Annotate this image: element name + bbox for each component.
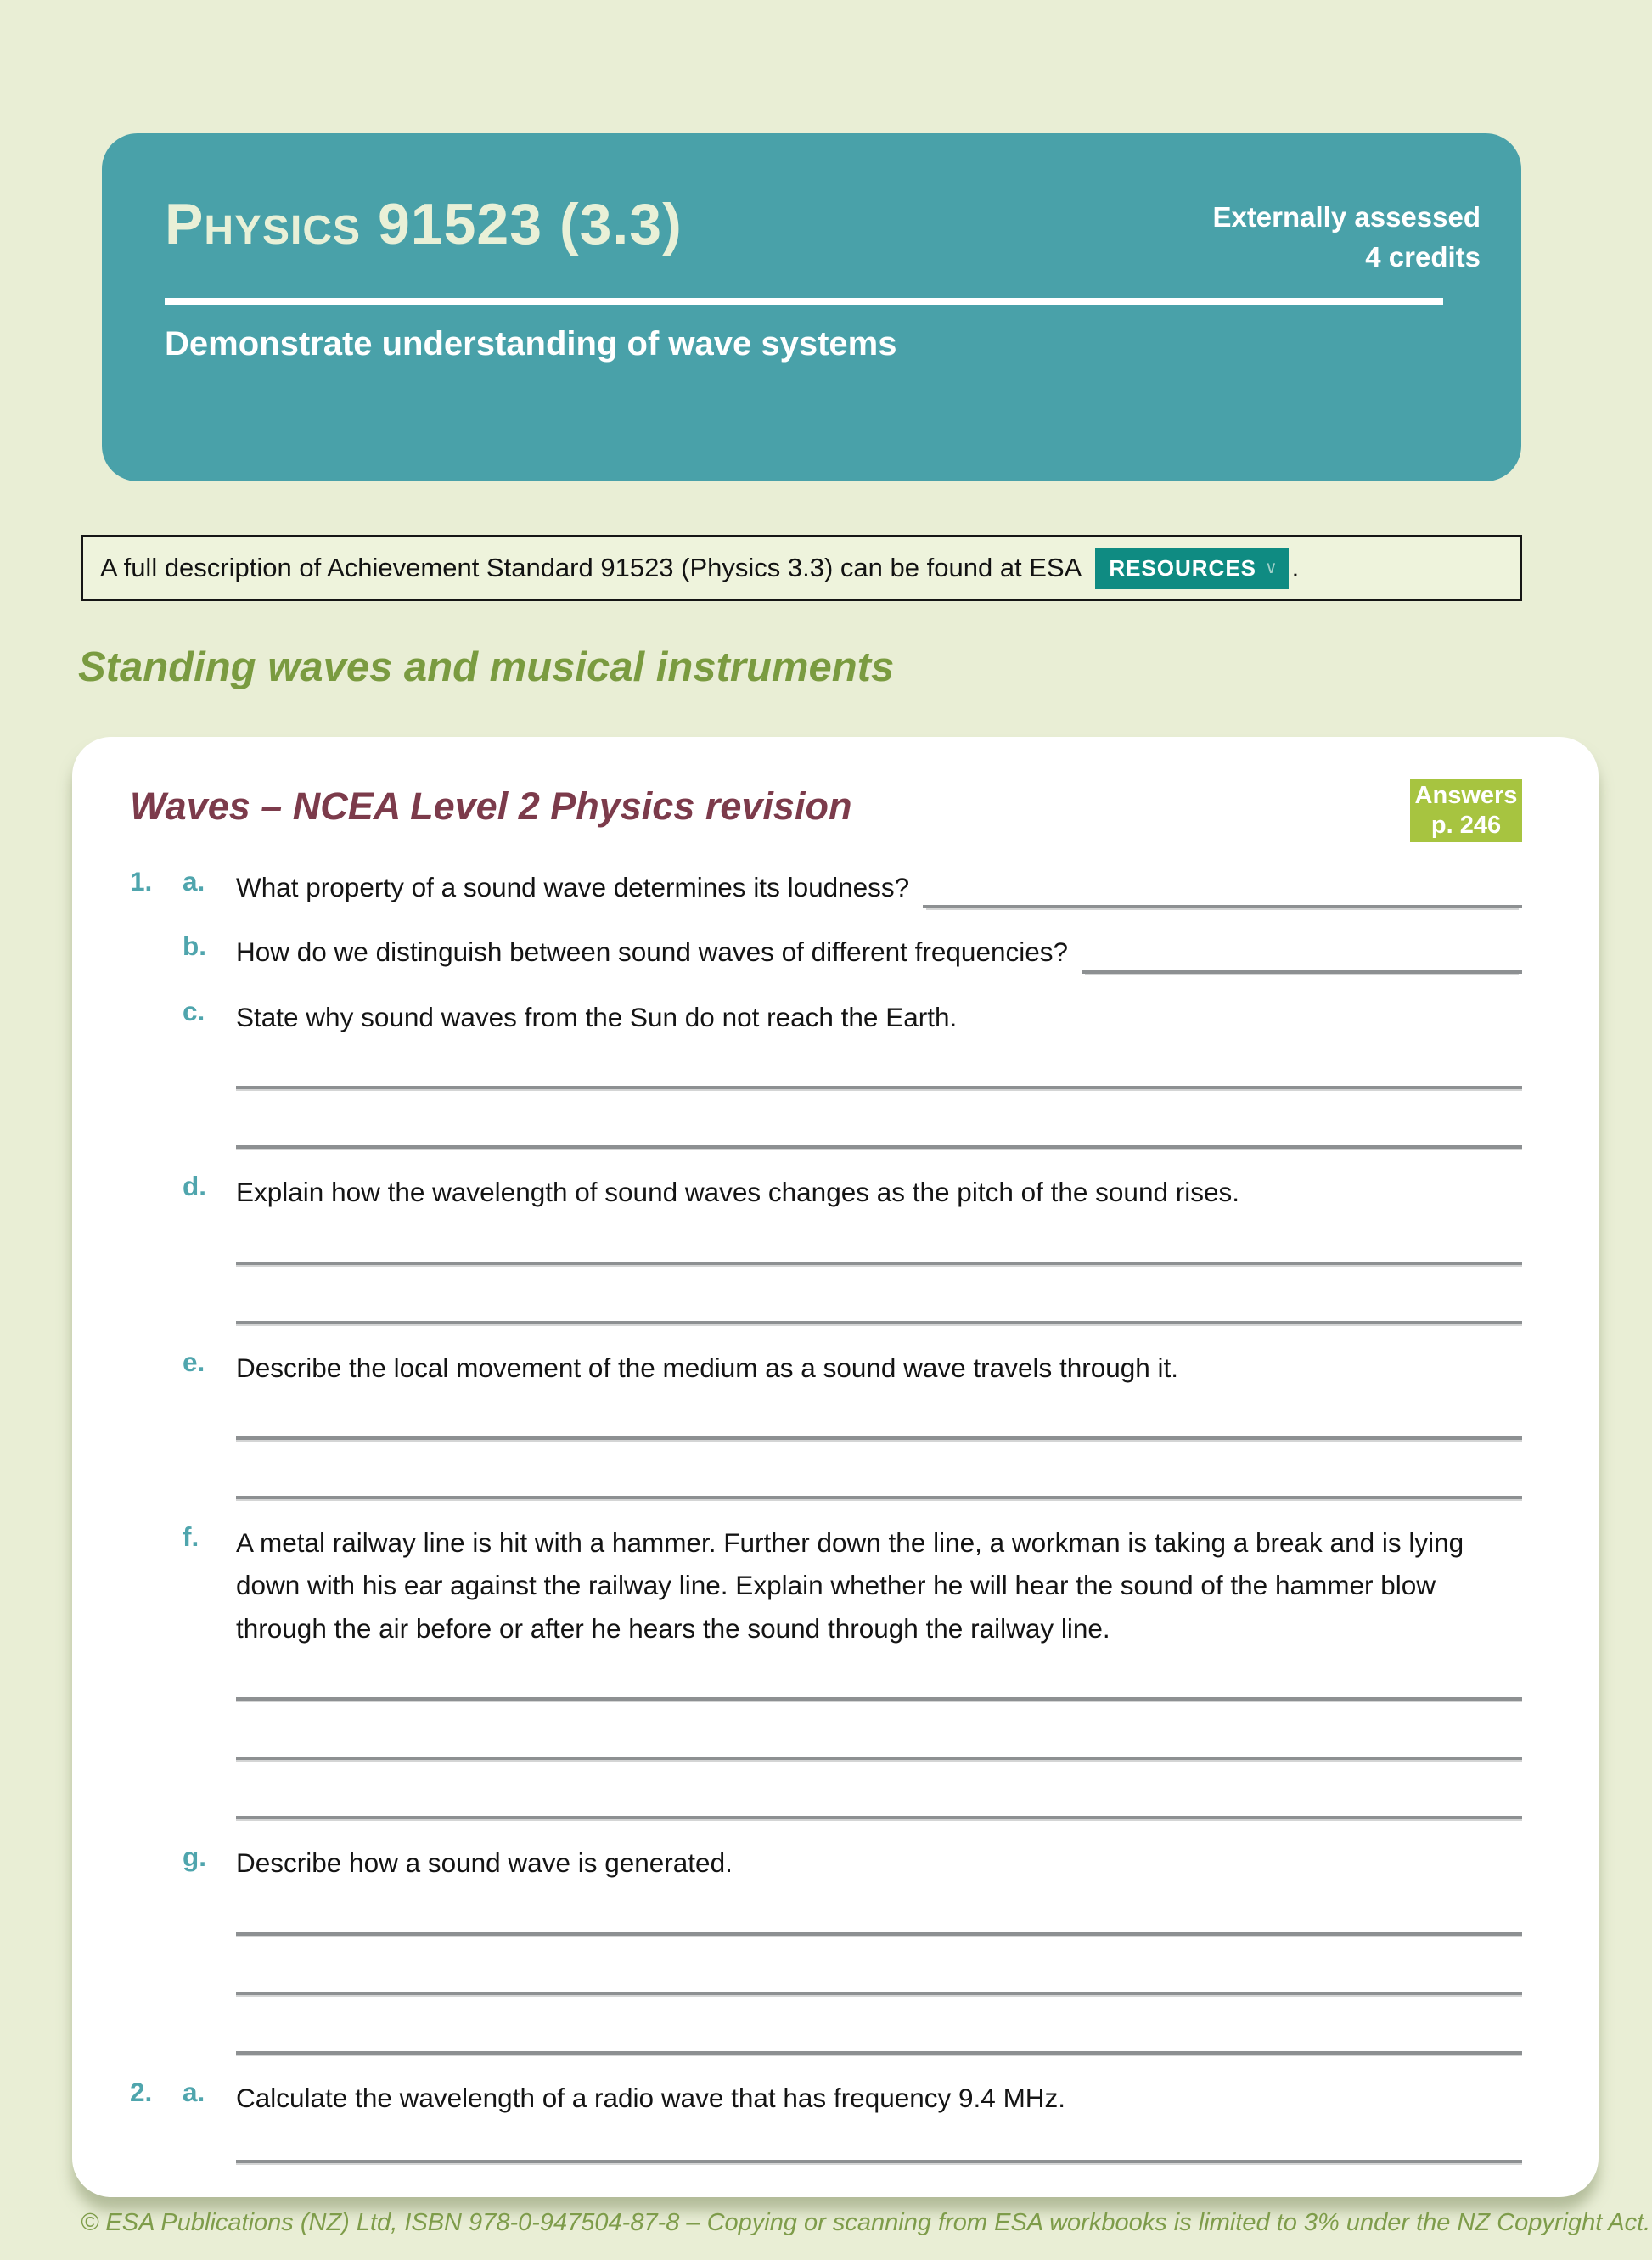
credits-label: 4 credits — [1365, 240, 1481, 273]
answers-badge — [1410, 779, 1522, 842]
footer-copyright: © ESA Publications (NZ) Ltd, ISBN 978-0-947504-87-8 – Copying or scanning from ESA workbooks is limited to 3% under the NZ Copyright Act. — [81, 2209, 1651, 2236]
chevron-down-icon: ∨ — [1265, 559, 1278, 577]
standard-header — [102, 133, 1521, 481]
standard-subtitle: Demonstrate understanding of wave systems — [165, 324, 897, 363]
question-number: 2. — [130, 2076, 153, 2107]
question-text: A metal railway line is hit with a hammer. Further down the line, a workman is taking a break and is lying down with his ear against the railway line. Explain whether he will hear the sound of the hammer blow through the air before or after he hears the sound through the railway line. — [236, 1526, 1464, 1644]
question-row-1b — [130, 930, 1522, 973]
question-row-1d — [130, 1171, 1522, 1324]
answers-badge-line2: p. 246 — [1430, 812, 1502, 839]
answer-line[interactable] — [1082, 942, 1522, 974]
answer-line[interactable] — [236, 1697, 1522, 1701]
question-letter: a. — [183, 2076, 205, 2107]
question-letter: d. — [183, 1171, 206, 1202]
question-letter: e. — [183, 1346, 205, 1377]
answer-line[interactable] — [236, 1816, 1522, 1819]
question-row-1c — [130, 996, 1522, 1149]
worksheet-title: Waves – NCEA Level 2 Physics revision — [130, 784, 852, 828]
answer-line[interactable] — [236, 1262, 1522, 1265]
answer-line[interactable] — [236, 1757, 1522, 1760]
answer-line[interactable] — [236, 2051, 1522, 2055]
resources-note-bar — [81, 535, 1522, 601]
question-letter: b. — [183, 930, 206, 962]
resources-button[interactable] — [1095, 548, 1288, 589]
question-row-1f — [130, 1521, 1522, 1819]
resources-button-label: RESOURCES — [1109, 554, 1257, 581]
worksheet-card — [72, 737, 1599, 2197]
page-title: Physics 91523 (3.3) — [165, 192, 683, 256]
header-divider — [165, 298, 1443, 305]
question-letter: c. — [183, 995, 205, 1026]
assessment-mode-label: Externally assessed — [1212, 201, 1481, 233]
answer-line[interactable] — [236, 1496, 1522, 1499]
answer-line[interactable] — [236, 2160, 1522, 2163]
resources-note-suffix: . — [1291, 553, 1300, 582]
answer-line[interactable] — [923, 876, 1522, 908]
answer-line[interactable] — [236, 1436, 1522, 1440]
question-row-2a — [130, 2077, 1522, 2163]
question-text: Explain how the wavelength of sound waves changes as the pitch of the sound rises. — [236, 1177, 1239, 1208]
question-number: 1. — [130, 866, 153, 897]
assessment-info — [1212, 194, 1481, 278]
question-list — [130, 866, 1522, 2163]
question-text: State why sound waves from the Sun do not reach the Earth. — [236, 1001, 958, 1032]
question-text: What property of a sound wave determines its loudness? — [236, 872, 910, 902]
question-row-1g — [130, 1841, 1522, 2054]
question-letter: a. — [183, 866, 205, 897]
answer-line[interactable] — [236, 1321, 1522, 1324]
question-letter: g. — [183, 1841, 206, 1873]
question-letter: f. — [183, 1521, 199, 1552]
question-text: Describe the local movement of the medium as a sound wave travels through it. — [236, 1352, 1179, 1383]
answer-line[interactable] — [236, 1992, 1522, 1995]
question-row-1e — [130, 1346, 1522, 1499]
question-text: How do we distinguish between sound waves of different frequencies? — [236, 936, 1069, 968]
question-row-1a — [130, 866, 1522, 908]
answer-line[interactable] — [236, 1932, 1522, 1936]
answer-line[interactable] — [236, 1086, 1522, 1089]
section-heading: Standing waves and musical instruments — [78, 644, 895, 690]
question-text: Describe how a sound wave is generated. — [236, 1847, 733, 1879]
question-text: Calculate the wavelength of a radio wave that has frequency 9.4 MHz. — [236, 2082, 1066, 2113]
answer-line[interactable] — [236, 1145, 1522, 1149]
answers-badge-line1: Answers — [1414, 782, 1518, 810]
resources-note-text: A full description of Achievement Standard 91523 (Physics 3.3) can be found at ESA — [100, 553, 1082, 582]
